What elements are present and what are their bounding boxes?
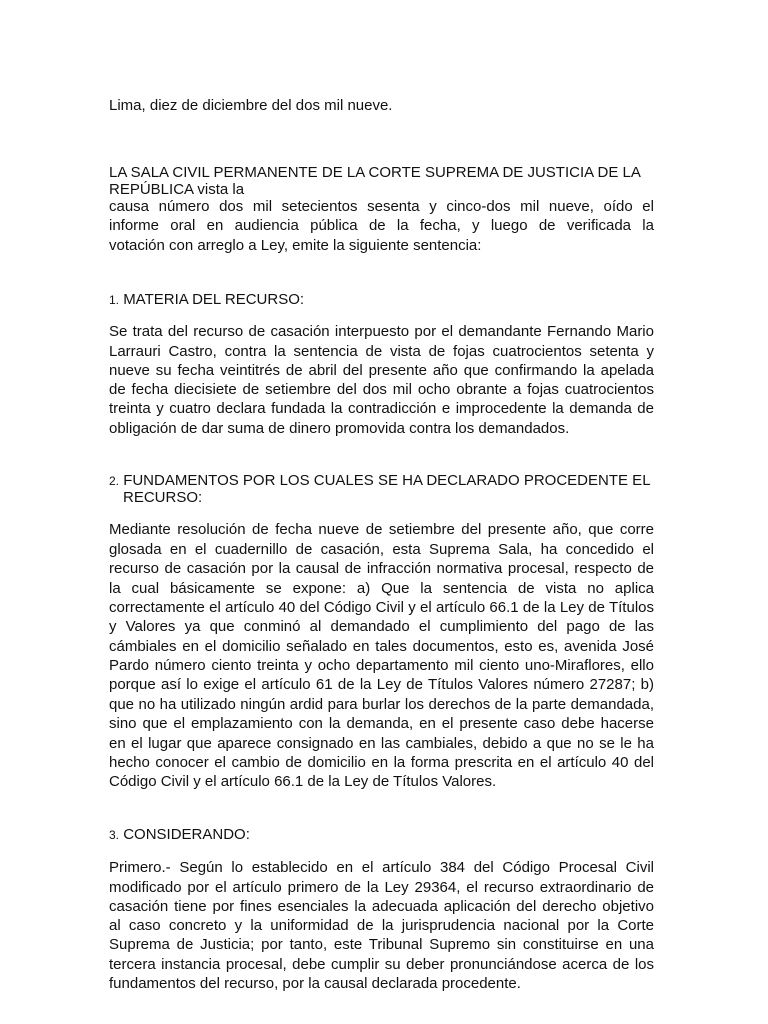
paragraph-line: Mediante resolución de fecha nueve de setiembre del presente año, que corre [109, 521, 654, 538]
intro-line-1: LA SALA CIVIL PERMANENTE DE LA CORTE SUPREMA DE JUSTICIA DE LA [109, 164, 641, 181]
paragraph-line: recurso de casación por la causal de infracción normativa procesal, respecto de [109, 560, 654, 577]
paragraph-line: fundamentos del recurso, por la causal declarada procedente. [109, 975, 521, 992]
paragraph-line: Pardo número ciento treinta y ocho departamento mil ciento uno-Miraflores, ello [109, 657, 654, 674]
paragraph-line: correctamente el artículo 40 del Código Civil y el artículo 66.1 de la Ley de Títulos [109, 599, 654, 616]
section-title: MATERIA DEL RECURSO: [123, 291, 305, 308]
section-title: CONSIDERANDO: [123, 826, 250, 843]
paragraph-line: nueve su fecha veintitrés de abril del presente año que confirmando la apelada [109, 362, 654, 379]
paragraph-line: hecho conocer el cambio de domicilio en la forma prescrita en el artículo 40 del [109, 754, 654, 771]
paragraph-line: Suprema de Justicia; por tanto, este Tribunal Supremo sin constituirse en una [109, 936, 654, 953]
paragraph-line: Larrauri Castro, contra la sentencia de vista de fojas cuatrocientos setenta y [109, 343, 654, 360]
paragraph-line: porque así lo exige el artículo 61 de la Ley de Títulos Valores número 27287; b) [109, 676, 654, 693]
paragraph-line: cámbiales en el domicilio señalado en tales documentos, esto es, avenida José [109, 638, 654, 655]
paragraph-line: Primero.- Según lo establecido en el artículo 384 del Código Procesal Civil [109, 859, 654, 876]
date-line: Lima, diez de diciembre del dos mil nueve. [109, 97, 393, 114]
paragraph-line: y Valores ya que conminó al demandado el cumplimiento del pago de las [109, 618, 654, 635]
paragraph-line: modificado por el artículo primero de la Ley 29364, el recurso extraordinario de [109, 879, 654, 896]
intro-line-2: REPÚBLICA vista la [109, 181, 245, 198]
paragraph-line: glosada en el cuadernillo de casación, esta Suprema Sala, ha concedido el [109, 541, 654, 558]
paragraph-line: treinta y cuatro declara fundada la contradicción e improcedente la demanda de [109, 400, 654, 417]
section-title: FUNDAMENTOS POR LOS CUALES SE HA DECLARADO PROCEDENTE EL [123, 472, 651, 489]
paragraph-line: de fecha diecisiete de setiembre del dos mil ocho obrante a fojas cuatrocientos [109, 381, 654, 398]
intro-line-5: votación con arreglo a Ley, emite la siguiente sentencia: [109, 237, 482, 254]
paragraph-line: Se trata del recurso de casación interpuesto por el demandante Fernando Mario [109, 323, 654, 340]
section-number: 1. [109, 293, 120, 307]
paragraph-line: tercera instancia procesal, debe cumplir su deber pronunciándose acerca de los [109, 956, 654, 973]
intro-line-3: causa número dos mil setecientos sesenta y cinco-dos mil nueve, oído el [109, 198, 654, 215]
section-3-heading [109, 825, 250, 846]
section-number: 2. [109, 474, 120, 488]
paragraph-line: casación tiene por fines esenciales la adecuada aplicación del derecho objetivo [109, 898, 654, 915]
paragraph-line: obligación de dar suma de dinero promovida contra los demandados. [109, 420, 570, 437]
paragraph-line: la cual básicamente se expone: a) Que la sentencia de vista no aplica [109, 580, 654, 597]
section-1-heading [109, 290, 304, 311]
section-number: 3. [109, 828, 120, 842]
paragraph-line: Código Civil y el artículo 66.1 de la Ley de Títulos Valores. [109, 773, 497, 790]
paragraph-line: sino que el emplazamiento con la demanda, en el presente caso debe hacerse [109, 715, 654, 732]
paragraph-line: al caso concreto y la uniformidad de la jurisprudencia nacional por la Corte [109, 917, 654, 934]
section-2-heading-continued: RECURSO: [123, 489, 203, 506]
paragraph-line: que no ha utilizado ningún ardid para burlar los derechos de la parte demandada, [109, 696, 654, 713]
intro-line-4: informe oral en audiencia pública de la fecha, y luego de verificada la [109, 217, 654, 234]
paragraph-line: en el lugar que aparece consignado en las cambiales, debido a que no se le ha [109, 735, 654, 752]
